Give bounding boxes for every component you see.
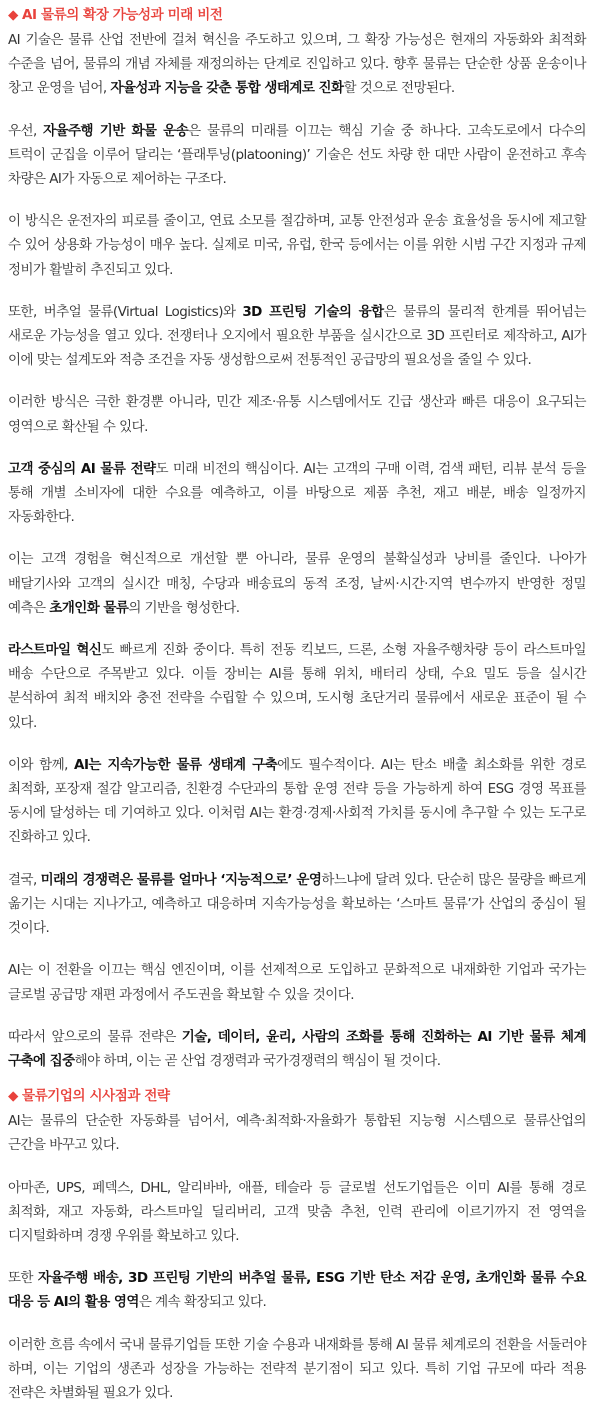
text-run: 은 물류의 물리적 한계를 뛰어넘는 새로운 가능성을 열고 있다. 전쟁터나 오지에서 필요한 부품을 실시간으로 3D 프린터로 제작하고, AI가 이에 맞는 설계도와 적층 조건을 자동 생성함으로써 전통적인 공급망의 필요성을 줄일 수 있다. [8, 303, 587, 369]
text-run: 이와 함께, [8, 756, 75, 773]
text-run: 따라서 앞으로의 물류 전략은 [8, 1028, 182, 1045]
paragraph [8, 209, 586, 282]
text-run: 은 계속 확장되고 있다. [138, 1294, 267, 1311]
diamond-bullet-icon: ◆ [8, 7, 18, 23]
paragraph [8, 868, 586, 941]
paragraph [8, 28, 586, 101]
text-run: AI는 물류의 단순한 자동화를 넘어서, 예측·최적화·자율화가 통합된 지능형 시스템으로 물류산업의 근간을 바꾸고 있다. [8, 1113, 586, 1154]
paragraph [8, 753, 586, 850]
text-run: 결국, [8, 871, 41, 888]
bold-text: AI는 지속가능한 물류 생태계 구축 [74, 756, 278, 773]
text-run: 도 빠르게 진화 중이다. 특히 전동 킥보드, 드론, 소형 자율주행차량 등이 라스트마일 배송 수단으로 주목받고 있다. 이들 장비는 AI를 통해 위치, 배터리 상태, 수요 밀도 등을 실시간 분석하여 최적 배치와 충전 전략을 수립할 수 있으며, 도시형 초단거리 물류에서 새로운 표준이 될 수 있다. [8, 642, 586, 731]
paragraph [8, 457, 586, 530]
paragraph [8, 1176, 586, 1249]
section-ai-logistics-vision [8, 6, 586, 1073]
bold-text: 기술, 데이터, 윤리, 사람의 조화를 통해 진화하는 AI 기반 물류 체계 구축에 집중 [8, 1028, 586, 1069]
section-heading: ◆ 물류기업의 시사점과 전략 [8, 1088, 170, 1105]
text-run: 도 미래 비전의 핵심이다. AI는 고객의 구매 이력, 검색 패턴, 리뷰 분석 등을 통해 개별 소비자에 대한 수요를 예측하고, 이를 바탕으로 제품 추천, 재고 배분, 배송 일정까지 자동화한다. [8, 460, 586, 526]
text-run: 이는 고객 경험을 혁신적으로 개선할 뿐 아니라, 물류 운영의 불확실성과 낭비를 줄인다. 나아가 배달기사와 고객의 실시간 매칭, 수당과 배송료의 동적 조정, 날씨·시간·지역 변수까지 반영한 정밀 예측은 [8, 551, 586, 616]
text-run: AI는 이 전환을 이끄는 핵심 엔진이며, 이를 선제적으로 도입하고 문화적으로 내재화한 기업과 국가는 글로벌 공급망 재편 과정에서 주도권을 확보할 수 있을 것이다. [8, 962, 586, 1003]
paragraph [8, 1025, 586, 1073]
text-run: 또한, 버추얼 물류(Virtual Logistics)와 [8, 303, 243, 320]
bold-text: 초개인화 물류 [49, 599, 129, 616]
bold-text: 3D 프린팅 기술의 융합 [242, 303, 384, 320]
paragraph [8, 638, 586, 735]
bold-text: 미래의 경쟁력은 물류를 얼마나 ‘지능적으로’ 운영 [40, 871, 322, 888]
text-run: 에도 필수적이다. AI는 탄소 배출 최소화를 위한 경로 최적화, 포장재 절감 알고리즘, 친환경 수단과의 통합 운영 전략 등을 가능하게 하여 ESG 경영 목표를 동시에 달성하는 데 기여하고 있다. 이처럼 AI는 환경·경제·사회적 가치를 동시에 추구할 수 있는 도구로 진화하고 있다. [8, 756, 586, 846]
bold-text: 자율주행 배송, 3D 프린팅 기반의 버추얼 물류, ESG 기반 탄소 저감 운영, 초개인화 물류 수요 대응 등 AI의 활용 영역 [8, 1270, 586, 1311]
paragraph [8, 958, 586, 1006]
text-run: 아마존, UPS, 페덱스, DHL, 알리바바, 애플, 테슬라 등 글로벌 선도기업들은 이미 AI를 통해 경로 최적화, 재고 자동화, 라스트마일 딜리버리, 고객 맞춤 추천, 인력 관리에 이르기까지 전 영역을 디지털화하며 경쟁 우위를 확보하고 있다. [8, 1179, 586, 1244]
text-run: 또한 [8, 1270, 38, 1287]
text-run: 이러한 흐름 속에서 국내 물류기업들 또한 기술 수용과 내재화를 통해 AI 물류 체계로의 전환을 서둘러야 하며, 이는 기업의 생존과 성장을 가능하는 전략적 분기점이 되고 있다. 특히 기업 규모에 따라 적용 전략은 차별화될 필요가 있다. [8, 1336, 586, 1401]
paragraph [8, 390, 586, 438]
bold-text: 고객 중심의 AI 물류 전략 [8, 460, 156, 477]
text-run: AI 기술은 물류 산업 전반에 걸쳐 혁신을 주도하고 있으며, 그 확장 가능성은 현재의 자동화와 최적화 수준을 넘어, 물류의 개념 자체를 재정의하는 단계로 진입하고 있다. 향후 물류는 단순한 상품 운송이나 창고 운영을 넘어, [8, 32, 586, 97]
bold-text: 라스트마일 혁신 [8, 642, 102, 659]
bold-text: 자율성과 지능을 갖춘 통합 생태계로 진화 [110, 80, 344, 97]
bold-text: 자율주행 기반 화물 운송 [43, 122, 189, 139]
text-run: 이러한 방식은 극한 환경뿐 아니라, 민간 제조·유통 시스템에서도 긴급 생산과 빠른 대응이 요구되는 영역으로 확산될 수 있다. [8, 394, 586, 435]
text-run: 우선, [8, 122, 44, 139]
paragraph [8, 300, 586, 373]
paragraph [8, 547, 586, 620]
text-run: 이 방식은 운전자의 피로를 줄이고, 연료 소모를 절감하며, 교통 안전성과 운송 효율성을 동시에 제고할 수 있어 상용화 가능성이 매우 높다. 실제로 미국, 유럽, 한국 등에서는 이를 위한 시범 구간 지정과 규제 정비가 활발히 추진되고 있다. [8, 213, 586, 278]
text-run: 하느냐에 달려 있다. 단순히 많은 물량을 빠르게 옮기는 시대는 지나가고, 예측하고 대응하며 지속가능성을 확보하는 ‘스마트 물류’가 산업의 중심이 될 것이다. [8, 871, 586, 937]
paragraph [8, 119, 586, 192]
text-run: 할 것으로 전망된다. [343, 80, 455, 97]
diamond-bullet-icon: ◆ [8, 1088, 18, 1105]
section-body [8, 28, 586, 1073]
text-run: 은 물류의 미래를 이끄는 핵심 기술 중 하나다. 고속도로에서 다수의 트럭이 군집을 이루어 달리는 ‘플래투닝(platooning)’ 기술은 선도 차량 한 대만 사람이 운전하고 후속 차량은 AI가 자동으로 제어하는 구조다. [8, 122, 586, 188]
section-heading: ◆ AI 물류의 확장 가능성과 미래 비전 [8, 7, 223, 23]
paragraph [8, 1109, 586, 1157]
paragraph [8, 1333, 586, 1405]
text-run: 해야 하며, 이는 곧 산업 경쟁력과 국가경쟁력의 핵심이 될 것이다. [74, 1052, 441, 1069]
paragraph [8, 1266, 586, 1314]
section-company-strategy [8, 1087, 586, 1405]
section-body [8, 1109, 586, 1405]
text-run: 의 기반을 형성한다. [128, 599, 240, 616]
